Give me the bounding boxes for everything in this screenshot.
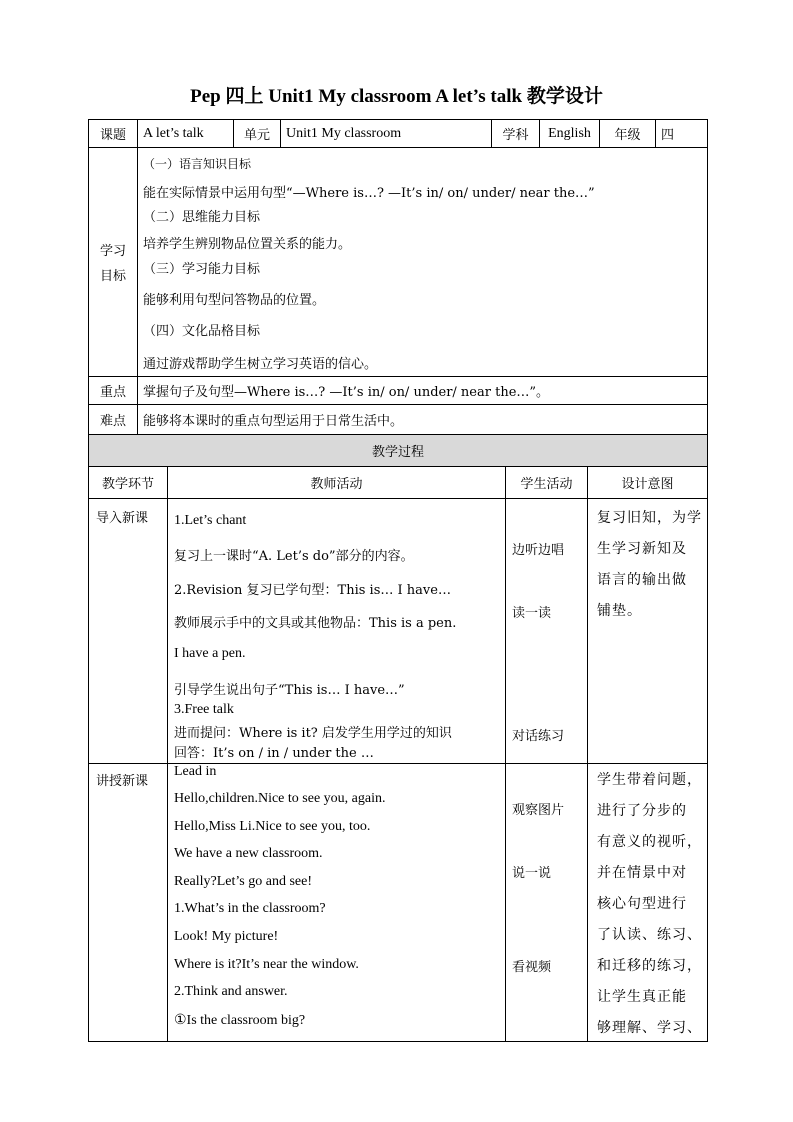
teacher-line: I have a pen.: [174, 646, 246, 661]
unit-value: Unit1 My classroom: [281, 120, 492, 148]
intent-line: 核心句型进行: [597, 896, 687, 912]
student-line: 观察图片: [512, 803, 565, 818]
goal-line: （一）语言知识目标: [143, 157, 252, 171]
intent-line: 生学习新知及: [597, 541, 687, 557]
goal-line: 能够利用句型问答物品的位置。: [143, 293, 326, 308]
teacher-line: Hello,Miss Li.Nice to see you, too.: [174, 819, 371, 834]
key-point-label: 重点: [89, 377, 138, 405]
student-line: 对话练习: [512, 729, 565, 744]
intent-line: 了认读、练习、: [597, 927, 702, 943]
topic-value: A let’s talk: [138, 120, 234, 148]
intent-cell: [588, 764, 708, 1042]
goal-line: （三）学习能力目标: [143, 262, 261, 277]
teacher-line: 教师展示手中的文具或其他物品：This is a pen.: [174, 616, 457, 631]
teacher-line: 复习上一课时“A. Let’s do”部分的内容。: [174, 549, 414, 564]
teacher-line: 进而提问：Where is it? 启发学生用学过的知识: [174, 726, 452, 741]
col-student-header: 学生活动: [506, 467, 588, 499]
goals-label-line1: 学习: [99, 244, 126, 259]
subject-value: English: [540, 120, 600, 148]
teacher-line: Where is it?It’s near the window.: [174, 957, 359, 972]
intent-line: 进行了分步的: [597, 803, 687, 819]
intent-line: 让学生真正能: [597, 989, 687, 1005]
difficulty-label: 难点: [89, 405, 138, 435]
goal-line: （二）思维能力目标: [143, 210, 261, 225]
intent-line: 铺垫。: [597, 603, 642, 619]
student-activity-cell: [506, 764, 588, 1042]
student-activity-cell: [506, 499, 588, 764]
goal-line: 培养学生辨别物品位置关系的能力。: [143, 237, 352, 252]
intent-line: 并在情景中对: [597, 865, 687, 881]
key-point-text: 掌握句子及句型—Where is…? —It’s in/ on/ under/ near the…”。: [138, 377, 708, 405]
intent-line: 复习旧知，为学: [597, 510, 702, 526]
teacher-line: We have a new classroom.: [174, 846, 323, 861]
grade-label: 年级: [600, 120, 656, 148]
unit-label: 单元: [234, 120, 281, 148]
teacher-line: Lead in: [174, 764, 217, 779]
process-table: [88, 434, 708, 1042]
student-line: 说一说: [512, 866, 552, 881]
teacher-line: 3.Free talk: [174, 702, 234, 717]
intent-cell: [588, 499, 708, 764]
teacher-activity-cell: [168, 499, 506, 764]
grade-value: 四: [656, 120, 708, 148]
document-title: Pep 四上 Unit1 My classroom A let’s talk 教学设计: [190, 86, 603, 107]
subject-label: 学科: [492, 120, 540, 148]
col-intent-header: 设计意图: [588, 467, 708, 499]
stage-label: 讲授新课: [96, 774, 149, 789]
teacher-line: 引导学生说出句子“This is… I have…”: [174, 683, 405, 698]
stage-label: 导入新课: [96, 511, 149, 526]
intent-line: 和迁移的练习，: [597, 958, 702, 974]
teacher-line: 2.Revision 复习已学句型：This is… I have…: [174, 583, 451, 598]
student-line: 读一读: [512, 606, 552, 621]
goals-label-line2: 目标: [99, 269, 126, 284]
goal-line: 通过游戏帮助学生树立学习英语的信心。: [143, 357, 378, 372]
goal-line: （四）文化品格目标: [143, 324, 261, 339]
teacher-line: Hello,children.Nice to see you, again.: [174, 791, 386, 806]
stage-cell: [89, 499, 168, 764]
teacher-line: 2.Think and answer.: [174, 984, 288, 999]
teacher-line: ①Is the classroom big?: [174, 1013, 306, 1028]
process-heading: 教学过程: [89, 435, 708, 467]
teacher-line: 1.What’s in the classroom?: [174, 901, 326, 916]
intent-line: 语言的输出做: [597, 572, 687, 588]
student-line: 看视频: [512, 960, 552, 975]
teacher-activity-cell: [168, 764, 506, 1042]
teacher-line: Look! My picture!: [174, 929, 279, 944]
teacher-line: 1.Let’s chant: [174, 513, 247, 528]
info-table: [88, 119, 708, 435]
topic-label: 课题: [89, 120, 138, 148]
goals-content: [138, 148, 708, 377]
col-stage-header: 教学环节: [89, 467, 168, 499]
col-teacher-header: 教师活动: [168, 467, 506, 499]
intent-line: 够理解、学习、: [597, 1020, 702, 1036]
stage-cell: [89, 764, 168, 1042]
intent-line: 有意义的视听，: [597, 834, 702, 850]
teacher-line: 回答：It’s on / in / under the …: [174, 746, 374, 761]
goal-line: 能在实际情景中运用句型“—Where is…? —It’s in/ on/ under/ near the…”: [143, 186, 595, 201]
goals-label: [89, 148, 138, 377]
difficulty-text: 能够将本课时的重点句型运用于日常生活中。: [138, 405, 708, 435]
student-line: 边听边唱: [512, 543, 565, 558]
teacher-line: Really?Let’s go and see!: [174, 874, 313, 889]
intent-line: 学生带着问题，: [597, 772, 702, 788]
